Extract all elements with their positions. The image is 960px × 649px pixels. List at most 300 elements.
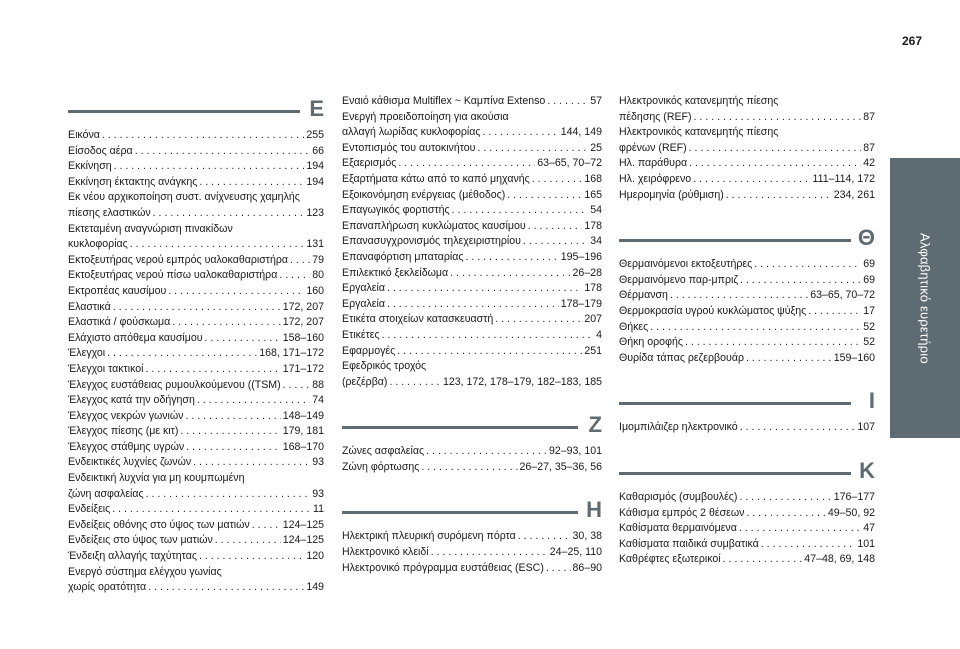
dot-leader	[689, 141, 862, 157]
entry-term: Εναιό κάθισμα Multiflex ~ Καμπίνα Extenso	[342, 95, 546, 107]
entry-term: Εκτοξευτήρας νερού πίσω υαλοκαθαριστήρα	[68, 269, 278, 282]
dot-leader	[740, 273, 861, 289]
index-entry	[68, 502, 324, 518]
dot-leader	[290, 253, 310, 269]
entry-pages: 66	[312, 144, 324, 157]
index-entry	[68, 487, 324, 503]
dot-leader	[114, 159, 305, 175]
dot-leader	[518, 529, 571, 545]
dot-leader	[739, 521, 861, 537]
index-entry	[619, 172, 875, 188]
letter-heading	[342, 497, 602, 523]
index-section	[342, 412, 602, 475]
index-entry	[342, 444, 602, 460]
index-entry	[619, 320, 875, 336]
index-entry	[68, 565, 324, 581]
entry-pages: 207	[584, 313, 602, 326]
dot-leader	[279, 268, 310, 284]
entry-term: Ελαστικά / φούσκωμα	[68, 316, 171, 329]
dot-leader	[426, 444, 547, 460]
entry-term: Ενδείξεις	[68, 503, 111, 516]
dot-leader	[689, 156, 861, 172]
entry-term: Ελάχιστο απόθεμα καυσίμου	[68, 331, 203, 344]
dot-leader	[507, 188, 582, 204]
index-entry	[68, 222, 324, 238]
section-letter: Η	[586, 497, 602, 523]
dot-leader	[450, 266, 570, 282]
index-entry	[68, 144, 324, 160]
dot-leader	[495, 312, 582, 328]
index-entry	[619, 335, 875, 351]
entry-term: Καθρέφτες εξωτερικοί	[619, 553, 721, 566]
entry-term: Είσοδος αέρα	[68, 144, 133, 157]
letter-divider	[68, 110, 300, 113]
entry-term: Ηλεκτρονικός κατανεμητής πίεσης	[619, 95, 779, 107]
dot-leader	[186, 440, 281, 456]
entry-pages: 148–149	[282, 409, 324, 422]
entry-pages: 195–196	[560, 250, 602, 263]
side-tab-label: Αλφαβητικό ευρετήριο	[917, 232, 933, 364]
section-letter: Θ	[857, 225, 875, 251]
dot-leader	[740, 420, 856, 436]
entry-term: Εκκίνηση	[68, 160, 112, 173]
dot-leader	[193, 455, 310, 471]
dot-leader	[431, 545, 548, 561]
index-entry	[68, 159, 324, 175]
dot-leader	[215, 533, 281, 549]
entry-pages: 158–160	[282, 331, 324, 344]
entry-term: Θήκη οροφής	[619, 336, 683, 349]
letter-heading	[619, 225, 875, 251]
entry-term: Θερμοκρασία υγρού κυκλώματος ψύξης	[619, 304, 807, 317]
entry-term: Εξοικονόμηση ενέργειας (μέθοδος)	[342, 188, 506, 201]
dot-leader	[808, 304, 861, 320]
entry-term: Ηλεκτρονικό πρόγραμμα ευστάθειας (ESC)	[342, 561, 544, 574]
index-entry	[342, 281, 602, 297]
dot-leader	[546, 561, 571, 577]
dot-leader	[153, 206, 305, 222]
entry-term: Εκτροπέας καυσίμου	[68, 284, 167, 297]
entry-pages: 11	[313, 503, 324, 516]
entry-pages: 47	[863, 522, 875, 535]
entry-pages: 172, 207	[282, 300, 324, 313]
entry-term: πίεσης ελαστικών	[68, 206, 151, 219]
entry-pages: 107	[857, 421, 875, 434]
index-entry	[342, 172, 602, 188]
letter-divider	[619, 239, 851, 242]
letter-heading	[619, 457, 875, 484]
entry-term: Εκτοξευτήρας νερού εμπρός υαλοκαθαριστήρα	[68, 253, 289, 266]
index-entry	[342, 203, 602, 219]
dot-leader	[148, 580, 304, 596]
entry-pages: 168, 171–172	[259, 347, 324, 360]
section-letter: Ζ	[588, 412, 602, 438]
entry-term: Έλεγχος νεκρών γωνιών	[68, 409, 184, 422]
entry-pages: 26–27, 35–36, 56	[519, 460, 602, 473]
entry-pages: 251	[584, 344, 602, 357]
index-entry	[68, 440, 324, 456]
dot-leader	[523, 234, 588, 250]
entry-term: Επαγωγικός φορτιστής	[342, 204, 450, 217]
dot-leader	[746, 351, 832, 367]
index-entry	[342, 266, 602, 282]
index-entry	[619, 141, 875, 157]
entry-pages: 123	[306, 206, 324, 219]
dot-leader	[135, 144, 311, 160]
section-letter: Ε	[309, 96, 324, 121]
dot-leader	[146, 362, 281, 378]
index-entry	[68, 175, 324, 191]
entry-term: Ζώνη φόρτωσης	[342, 460, 420, 473]
letter-divider	[342, 511, 578, 514]
entry-term: Εξαερισμός	[342, 157, 397, 170]
dot-leader	[205, 331, 281, 347]
entry-term: Επαναπλήρωση κυκλώματος καυσίμου	[342, 219, 526, 232]
dot-leader	[199, 175, 304, 191]
entry-term: αλλαγή λωρίδας κυκλοφορίας	[342, 126, 481, 139]
entry-pages: 149	[306, 581, 324, 594]
entry-term: Εφαρμογές	[342, 344, 396, 357]
dot-leader	[130, 237, 305, 253]
entry-pages: 42	[863, 157, 875, 170]
index-entry	[68, 549, 324, 565]
entry-term: Εντοπισμός του αυτοκινήτου	[342, 141, 476, 154]
index-entry	[68, 580, 324, 596]
entry-pages: 194	[306, 175, 324, 188]
entry-term: Έλεγχος ευστάθειας ρυμουλκούμενου ((TSM)	[68, 378, 281, 391]
dot-leader	[739, 490, 831, 506]
index-entry	[68, 268, 324, 284]
index-entry	[342, 312, 602, 328]
dot-leader	[477, 141, 588, 157]
entry-term: Ηλεκτρονικός κατανεμητής πίεσης	[619, 126, 779, 139]
dot-leader	[199, 549, 304, 565]
index-entry	[68, 346, 324, 362]
entry-pages: 26–28	[572, 266, 602, 279]
entry-pages: 111–114, 172	[812, 172, 875, 185]
entry-pages: 63–65, 70–72	[810, 289, 875, 302]
dot-leader	[146, 487, 311, 503]
entry-pages: 69	[863, 273, 875, 286]
entry-pages: 168	[584, 172, 602, 185]
index-column-2	[342, 94, 602, 602]
entry-term: Ηλεκτρονικό κλειδί	[342, 546, 429, 559]
dot-leader	[694, 110, 862, 126]
index-entry	[342, 250, 602, 266]
index-section	[342, 94, 602, 390]
index-entry	[619, 273, 875, 289]
entry-pages: 176–177	[833, 490, 875, 503]
entry-term: πέδησης (REF)	[619, 110, 692, 123]
index-entry	[68, 206, 324, 222]
entry-term: Ημερομηνία (ρύθμιση)	[619, 188, 724, 201]
index-entry	[342, 375, 602, 391]
index-entry	[619, 304, 875, 320]
entry-term: Εξαρτήματα κάτω από το καπό μηχανής	[342, 172, 530, 185]
index-entry	[68, 362, 324, 378]
index-entry	[342, 460, 602, 476]
entry-term: Ενεργή προειδοποίηση για ακούσια	[342, 110, 509, 123]
entry-term: Θυρίδα τάπας ρεζερβουάρ	[619, 351, 744, 364]
index-entry	[342, 219, 602, 235]
entry-pages: 17	[863, 304, 875, 317]
index-entry	[68, 533, 324, 549]
entry-term: Ηλ. παράθυρα	[619, 157, 688, 170]
entry-pages: 234, 261	[833, 188, 875, 201]
index-entry	[619, 537, 875, 553]
index-entry	[342, 344, 602, 360]
entry-pages: 80	[312, 269, 324, 282]
entry-term: Εργαλεία	[342, 282, 386, 295]
dot-leader	[107, 346, 257, 362]
index-entry	[68, 237, 324, 253]
dot-leader	[754, 257, 861, 273]
entry-pages: 178	[584, 219, 602, 232]
index-entry	[342, 156, 602, 172]
index-entry	[68, 455, 324, 471]
entry-term: Ιμομπιλάιζερ ηλεκτρονικό	[619, 421, 738, 434]
entry-term: Ενδεικτική λυχνία για μη κουμπωμένη	[68, 472, 245, 485]
section-letter: Ι	[868, 388, 875, 414]
entry-pages: 160	[306, 284, 324, 297]
index-column-1	[68, 96, 324, 622]
entry-pages: 88	[312, 378, 324, 391]
index-entry	[619, 94, 875, 110]
dot-leader	[547, 94, 588, 110]
page-number: 267	[901, 34, 922, 48]
entry-term: Εφεδρικός τροχός	[342, 360, 427, 373]
entry-term: Καθίσματα παιδικά συμβατικά	[619, 537, 759, 550]
section-letter: Κ	[859, 457, 875, 483]
entry-pages: 255	[306, 129, 324, 141]
entry-pages: 57	[590, 95, 602, 107]
dot-leader	[102, 128, 304, 144]
entry-pages: 144, 149	[560, 126, 602, 139]
entry-term: Εκτεταμένη αναγνώριση πινακίδων	[68, 222, 233, 235]
entry-pages: 69	[863, 258, 875, 271]
entry-pages: 47–48, 69, 148	[804, 553, 875, 566]
entry-term: Ετικέτα στοιχείων κατασκευαστή	[342, 313, 494, 326]
entry-pages: 168–170	[282, 440, 324, 453]
index-entry	[619, 351, 875, 367]
index-entry	[342, 110, 602, 126]
dot-leader	[389, 375, 440, 391]
index-entry	[342, 141, 602, 157]
letter-heading	[342, 412, 602, 438]
dot-leader	[382, 328, 594, 344]
entry-term: κυκλοφορίας	[68, 238, 128, 251]
index-section	[619, 457, 875, 568]
entry-term: Θερμαινόμενοι εκτοξευτήρες	[619, 258, 753, 271]
entry-pages: 120	[306, 550, 324, 563]
dot-leader	[650, 320, 861, 336]
entry-term: Ζώνες ασφαλείας	[342, 445, 425, 458]
index-entry	[68, 409, 324, 425]
dot-leader	[746, 506, 825, 522]
index-entry	[619, 125, 875, 141]
index-entry	[68, 128, 324, 144]
entry-pages: 34	[590, 235, 602, 248]
index-entry	[68, 424, 324, 440]
index-section	[619, 94, 875, 203]
entry-term: χωρίς ορατότητα	[68, 581, 147, 594]
entry-term: Ένδειξη αλλαγής ταχύτητας	[68, 550, 197, 563]
entry-term: Ενδείξεις οθόνης στο ύψος των ματιών	[68, 518, 250, 531]
entry-term: Έλεγχος στάθμης υγρών	[68, 440, 185, 453]
dot-leader	[670, 288, 808, 304]
entry-term: Επανασυγχρονισμός τηλεχειριστηρίου	[342, 235, 521, 248]
dot-leader	[197, 393, 310, 409]
index-section	[619, 225, 875, 366]
index-entry	[68, 315, 324, 331]
dot-leader	[452, 203, 589, 219]
dot-leader	[761, 537, 856, 553]
dot-leader	[421, 460, 517, 476]
index-entry	[619, 288, 875, 304]
entry-pages: 124–125	[282, 534, 324, 547]
dot-leader	[693, 172, 810, 188]
dot-leader	[397, 344, 582, 360]
entry-pages: 52	[863, 320, 875, 333]
entry-term: Ηλεκτρική πλευρική συρόμενη πόρτα	[342, 530, 516, 543]
dot-leader	[532, 172, 583, 188]
index-entry	[68, 471, 324, 487]
letter-divider	[619, 402, 851, 405]
entry-term: Έλεγχοι	[68, 347, 106, 360]
dot-leader	[398, 156, 535, 172]
entry-pages: 101	[857, 537, 875, 550]
entry-term: Έλεγχος πίεσης (με κιτ)	[68, 425, 179, 438]
entry-pages: 124–125	[282, 518, 324, 531]
entry-term: Εικόνα	[68, 129, 100, 141]
dot-leader	[685, 335, 861, 351]
dot-leader	[387, 297, 559, 313]
index-entry	[619, 257, 875, 273]
side-tab	[890, 158, 960, 438]
dot-leader	[113, 300, 281, 316]
index-entry	[619, 156, 875, 172]
index-entry	[342, 188, 602, 204]
entry-pages: 171–172	[282, 362, 324, 375]
entry-pages: 159–160	[833, 351, 875, 364]
entry-term: Έλεγχος κατά την οδήγηση	[68, 394, 195, 407]
entry-pages: 4	[596, 328, 602, 341]
entry-pages: 63–65, 70–72	[537, 157, 602, 170]
index-entry	[619, 188, 875, 204]
entry-pages: 79	[312, 253, 324, 266]
entry-term: Θήκες	[619, 320, 649, 333]
index-entry	[619, 110, 875, 126]
index-entry	[68, 190, 324, 206]
entry-term: Ενδείξεις στο ύψος των ματιών	[68, 534, 213, 547]
index-entry	[68, 253, 324, 269]
entry-term: φρένων (REF)	[619, 141, 687, 154]
entry-term: (ρεζέρβα)	[342, 375, 388, 388]
index-section	[342, 497, 602, 576]
entry-pages: 74	[312, 394, 324, 407]
letter-heading	[68, 96, 324, 122]
entry-term: Κάθισμα εμπρός 2 θέσεων	[619, 506, 745, 519]
dot-leader	[723, 552, 803, 568]
entry-pages: 52	[863, 336, 875, 349]
entry-pages: 24–25, 110	[549, 546, 602, 559]
index-entry	[342, 297, 602, 313]
entry-pages: 93	[312, 487, 324, 500]
dot-leader	[252, 518, 281, 534]
letter-divider	[342, 426, 578, 429]
index-entry	[68, 378, 324, 394]
index-entry	[619, 490, 875, 506]
entry-pages: 92–93, 101	[548, 445, 602, 458]
entry-term: Εκ νέου αρχικοποίηση συστ. ανίχνευσης χαμηλής	[68, 191, 300, 204]
entry-pages: 194	[306, 160, 324, 173]
index-entry	[342, 125, 602, 141]
dot-leader	[482, 125, 558, 141]
dot-leader	[172, 315, 280, 331]
entry-term: Ετικέτες	[342, 328, 380, 341]
entry-pages: 49–50, 92	[827, 506, 875, 519]
dot-leader	[180, 424, 280, 440]
index-entry	[342, 561, 602, 577]
index-entry	[342, 328, 602, 344]
index-column-3	[619, 94, 875, 594]
entry-term: ζώνη ασφαλείας	[68, 487, 144, 500]
dot-leader	[112, 502, 311, 518]
entry-pages: 179, 181	[282, 425, 324, 438]
index-entry	[619, 552, 875, 568]
index-entry	[342, 234, 602, 250]
dot-leader	[726, 188, 832, 204]
entry-term: Εργαλεία	[342, 297, 386, 310]
entry-term: Θέρμανση	[619, 289, 668, 302]
entry-pages: 54	[590, 204, 602, 217]
index-entry	[68, 393, 324, 409]
dot-leader	[283, 378, 311, 394]
entry-term: Εκκίνηση έκτακτης ανάγκης	[68, 175, 198, 188]
entry-pages: 30, 38	[572, 530, 602, 543]
index-entry	[342, 529, 602, 545]
entry-pages: 93	[312, 456, 324, 469]
index-section	[68, 96, 324, 596]
letter-divider	[619, 472, 851, 475]
dot-leader	[528, 219, 583, 235]
entry-term: Ηλ. χειρόφρενο	[619, 172, 692, 185]
entry-pages: 87	[863, 110, 875, 123]
entry-pages: 131	[306, 238, 324, 251]
entry-pages: 165	[584, 188, 602, 201]
index-section	[619, 388, 875, 436]
entry-term: Θερμαινόμενο παρ-μπριζ	[619, 273, 739, 286]
entry-term: Επαναφόρτιση μπαταρίας	[342, 250, 464, 263]
letter-heading	[619, 388, 875, 414]
entry-term: Ενδεικτικές λυχνίες ζωνών	[68, 456, 192, 469]
index-entry	[68, 300, 324, 316]
dot-leader	[387, 281, 582, 297]
entry-pages: 86–90	[572, 561, 602, 574]
index-entry	[342, 94, 602, 110]
index-entry	[342, 545, 602, 561]
index-entry	[619, 420, 875, 436]
entry-pages: 172, 207	[282, 316, 324, 329]
dot-leader	[465, 250, 558, 266]
entry-pages: 25	[590, 141, 602, 154]
entry-term: Καθίσματα θερμαινόμενα	[619, 522, 737, 535]
index-entry	[619, 506, 875, 522]
entry-pages: 123, 172, 178–179, 182–183, 185	[442, 375, 602, 388]
index-entry	[68, 284, 324, 300]
entry-term: Καθαρισμός (συμβουλές)	[619, 490, 738, 503]
index-entry	[68, 518, 324, 534]
